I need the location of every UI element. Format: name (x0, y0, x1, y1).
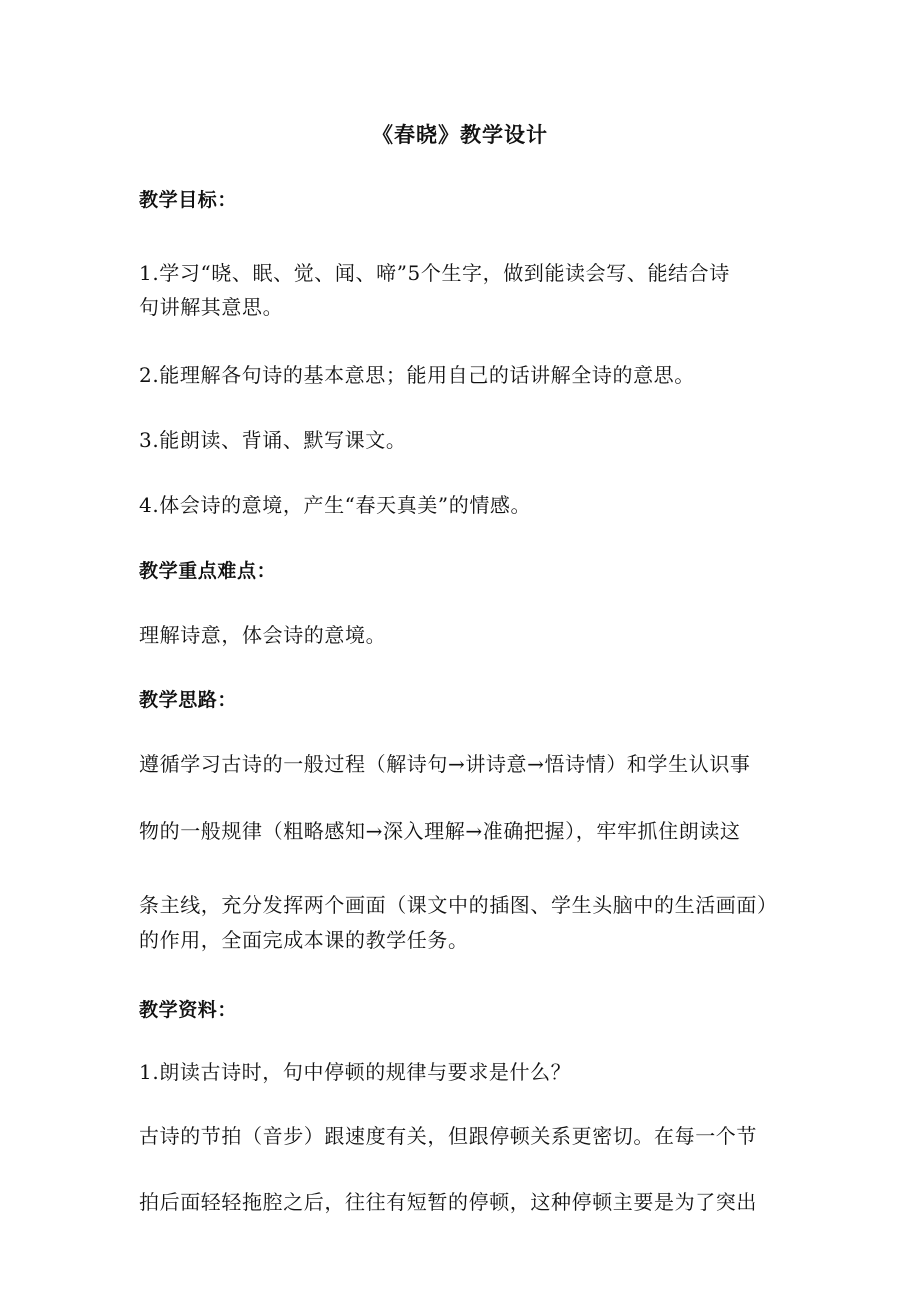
objective-item-2: 2.能理解各句诗的基本意思；能用自己的话讲解全诗的意思。 (139, 363, 695, 387)
key-points-heading: 教学重点难点： (139, 560, 277, 582)
materials-paragraph-line-2: 拍后面轻轻拖腔之后，往往有短暂的停顿，这种停顿主要是为了突出 (139, 1190, 757, 1214)
objectives-heading: 教学目标： (139, 189, 238, 211)
approach-line-2: 物的一般规律（粗略感知→深入理解→准确把握），牢牢抓住朗读这 (139, 819, 741, 843)
approach-heading: 教学思路： (139, 689, 238, 711)
materials-paragraph-line-1: 古诗的节拍（音步）跟速度有关，但跟停顿关系更密切。在每一个节 (139, 1124, 757, 1148)
approach-line-3: 条主线，充分发挥两个画面（课文中的插图、学生头脑中的生活画面） (139, 893, 778, 917)
objective-item-1-line-1: 1.学习“晓、眠、觉、闻、啼”5个生字，做到能读会写、能结合诗 (139, 261, 730, 285)
document-title: 《春晓》教学设计 (372, 122, 548, 147)
materials-heading: 教学资料： (139, 999, 238, 1021)
approach-line-4: 的作用，全面完成本课的教学任务。 (139, 928, 469, 952)
approach-line-1: 遵循学习古诗的一般过程（解诗句→讲诗意→悟诗情）和学生认识事 (139, 752, 751, 776)
materials-question-1: 1.朗读古诗时，句中停顿的规律与要求是什么？ (139, 1060, 572, 1084)
objective-item-4: 4.体会诗的意境，产生“春天真美”的情感。 (139, 493, 532, 517)
objective-item-1-line-2: 句讲解其意思。 (139, 295, 284, 319)
objective-item-3: 3.能朗读、背诵、默写课文。 (139, 428, 407, 452)
key-points-text: 理解诗意，体会诗的意境。 (139, 623, 387, 647)
